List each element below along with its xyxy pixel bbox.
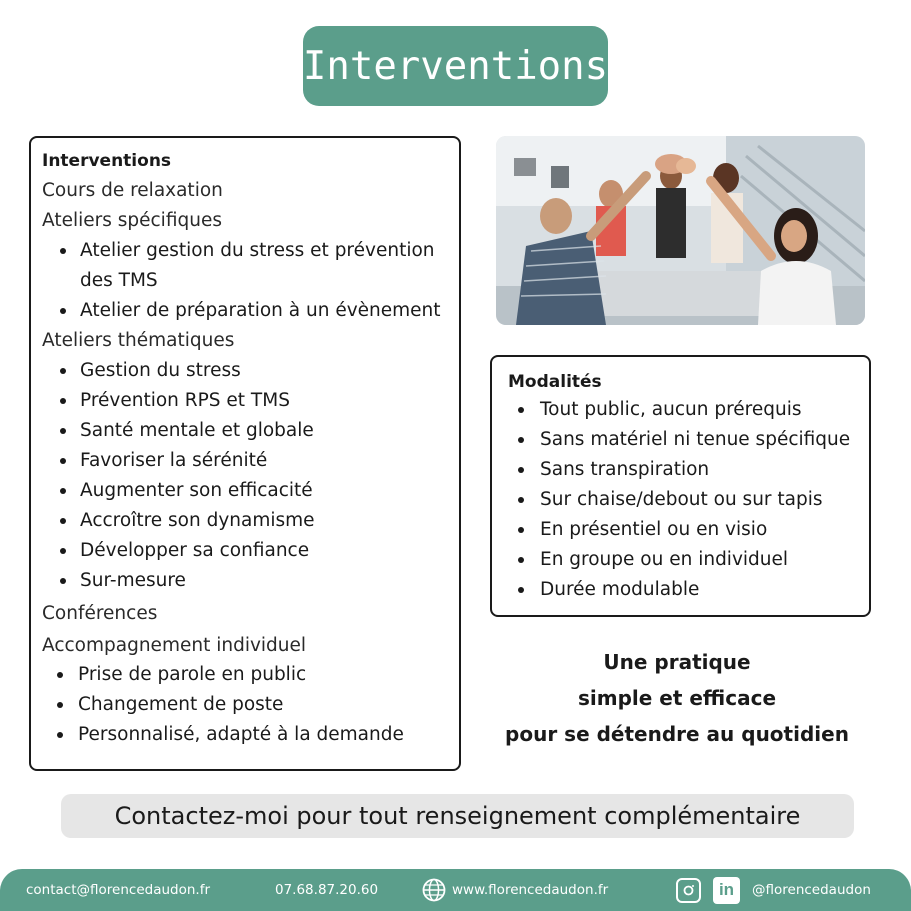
modalites-heading: Modalités bbox=[508, 372, 602, 392]
list-item-continuation: des TMS bbox=[80, 270, 158, 291]
contact-banner bbox=[61, 794, 854, 838]
tagline-line-1: Une pratique bbox=[603, 650, 751, 674]
list-item: Sans matériel ni tenue spécifique bbox=[508, 425, 869, 455]
linkedin-icon: in bbox=[713, 877, 740, 904]
list-item: Santé mentale et globale bbox=[42, 416, 459, 446]
list-item: Changement de poste bbox=[42, 690, 459, 720]
team-high-five-photo bbox=[496, 136, 865, 325]
footer-bar bbox=[0, 869, 911, 911]
accompagnement-list bbox=[42, 660, 459, 750]
category-ateliers-specifiques: Ateliers spécifiques bbox=[42, 210, 222, 231]
list-item: Développer sa confiance bbox=[42, 536, 459, 566]
tagline-line-2: simple et efficace bbox=[577, 686, 777, 710]
modalites-box bbox=[490, 355, 871, 617]
page-title: Interventions bbox=[302, 43, 609, 89]
linkedin-link[interactable] bbox=[713, 869, 740, 911]
modalites-list bbox=[508, 395, 869, 605]
list-item: Augmenter son efficacité bbox=[42, 476, 459, 506]
category-accompagnement: Accompagnement individuel bbox=[42, 635, 307, 656]
list-item: Gestion du stress bbox=[42, 356, 459, 386]
list-item: En présentiel ou en visio bbox=[508, 515, 869, 545]
list-item: Atelier de préparation à un évènement bbox=[42, 296, 459, 326]
list-item: Personnalisé, adapté à la demande bbox=[42, 720, 459, 750]
list-item: Sur-mesure bbox=[42, 566, 459, 596]
list-item: En groupe ou en individuel bbox=[508, 545, 869, 575]
list-item: Prévention RPS et TMS bbox=[42, 386, 459, 416]
list-item: Accroître son dynamisme bbox=[42, 506, 459, 536]
ateliers-thematiques-list bbox=[42, 356, 459, 596]
list-item: Atelier gestion du stress et prévention bbox=[42, 236, 459, 266]
footer-website-link[interactable] bbox=[422, 869, 608, 911]
list-item: Prise de parole en public bbox=[42, 660, 459, 690]
tagline-line-3: pour se détendre au quotidien bbox=[505, 722, 849, 746]
category-relaxation: Cours de relaxation bbox=[42, 180, 223, 201]
footer-email-link[interactable]: contact@florencedaudon.fr bbox=[26, 882, 211, 898]
category-conferences: Conférences bbox=[42, 603, 158, 624]
footer-website-text: www.florencedaudon.fr bbox=[452, 882, 609, 898]
interventions-heading: Interventions bbox=[42, 151, 172, 171]
footer-social-handle: @florencedaudon bbox=[752, 882, 871, 898]
footer-phone[interactable]: 07.68.87.20.60 bbox=[275, 882, 379, 898]
globe-icon bbox=[422, 878, 446, 902]
list-item: Durée modulable bbox=[508, 575, 869, 605]
list-item: Favoriser la sérénité bbox=[42, 446, 459, 476]
category-ateliers-thematiques: Ateliers thématiques bbox=[42, 330, 235, 351]
list-item: Sans transpiration bbox=[508, 455, 869, 485]
instagram-link[interactable] bbox=[676, 869, 701, 911]
tagline bbox=[480, 644, 874, 752]
ateliers-specifiques-list bbox=[42, 236, 459, 326]
title-badge bbox=[303, 26, 608, 106]
interventions-box bbox=[29, 136, 461, 771]
list-item: Tout public, aucun prérequis bbox=[508, 395, 869, 425]
list-item: Sur chaise/debout ou sur tapis bbox=[508, 485, 869, 515]
contact-banner-text: Contactez-moi pour tout renseignement complémentaire bbox=[114, 802, 801, 830]
instagram-icon bbox=[676, 878, 701, 903]
